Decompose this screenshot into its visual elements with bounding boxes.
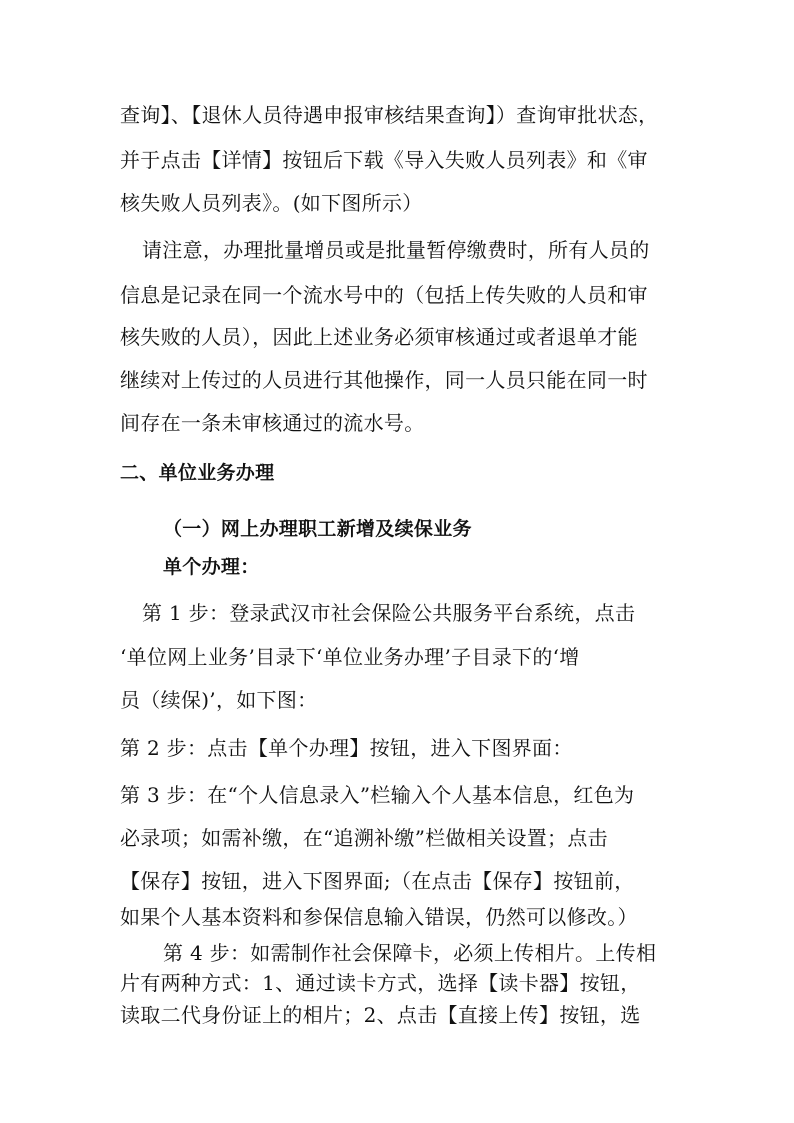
paragraph-1-line-3: 核失败人员列表》。(如下图所示） <box>120 191 423 215</box>
step-2-line-1: 第 2 步：点击【单个办理】按钮，进入下图界面： <box>120 736 573 760</box>
paragraph-2-line-3: 核失败的人员），因此上述业务必须审核通过或者退单才能 <box>120 325 638 349</box>
step-1-line-3: 员（续保)’，如下图： <box>120 688 318 712</box>
step-1-line-1: 第 1 步：登录武汉市社会保险公共服务平台系统，点击 <box>142 601 636 625</box>
paragraph-2-line-5: 间存在一条未审核通过的流水号。 <box>120 411 425 435</box>
paragraph-2-line-4: 继续对上传过的人员进行其他操作，同一人员只能在同一时 <box>120 368 648 392</box>
paragraph-1-line-2: 并于点击【详情】按钮后下载《导入失败人员列表》和《审 <box>120 148 648 172</box>
step-4-line-1: 第 4 步：如需制作社会保障卡，必须上传相片。上传相 <box>163 941 657 965</box>
step-3-line-3: 【保存】按钮，进入下图界面;（在点击【保存】按钮前， <box>120 869 635 893</box>
step-1-line-2: ‘单位网上业务’目录下‘单位业务办理’子目录下的‘增 <box>120 645 580 669</box>
step-4-line-3: 读取二代身份证上的相片；2、点击【直接上传】按钮，选 <box>120 1003 641 1027</box>
paragraph-2-line-2: 信息是记录在同一个流水号中的（包括上传失败的人员和审 <box>120 283 648 307</box>
step-4-line-2: 片有两种方式：1、通过读卡方式，选择【读卡器】按钮， <box>120 971 641 995</box>
step-3-line-1: 第 3 步：在“个人信息录入”栏输入个人基本信息，红色为 <box>120 783 635 807</box>
subsection-heading: （一）网上办理职工新增及续保业务 <box>163 518 472 540</box>
paragraph-1-line-1: 查询】、【退休人员待遇申报审核结果查询】）查询审批状态， <box>120 103 659 127</box>
section-heading: 二、单位业务办理 <box>120 462 275 484</box>
step-3-line-4: 如果个人基本资料和参保信息输入错误，仍然可以修改。） <box>120 905 638 929</box>
single-process-heading: 单个办理： <box>163 556 260 578</box>
paragraph-2-line-1: 请注意，办理批量增员或是批量暂停缴费时，所有人员的 <box>142 238 650 262</box>
step-3-line-2: 必录项；如需补缴，在“追溯补缴”栏做相关设置；点击 <box>120 826 608 850</box>
